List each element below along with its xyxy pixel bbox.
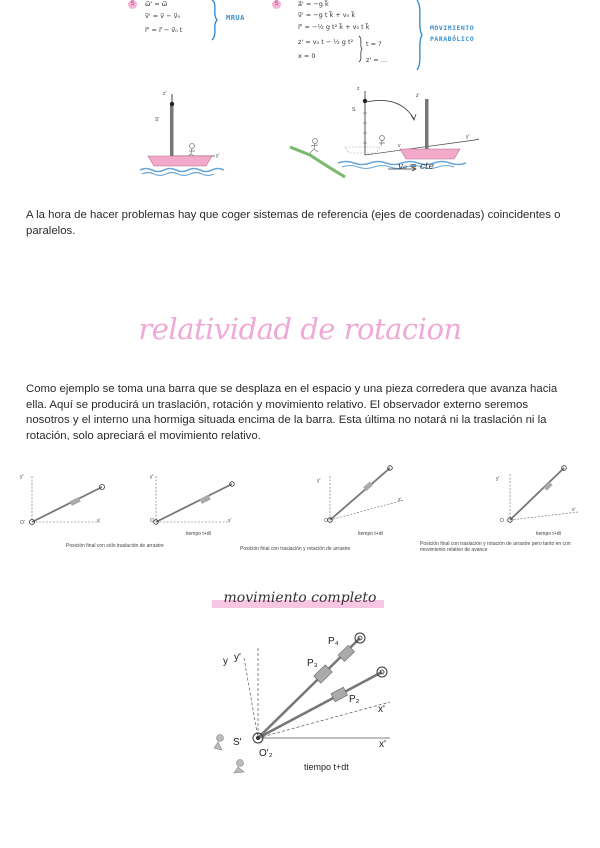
complete-o-label: O'₂ <box>259 748 273 759</box>
complete-p3-label: P₃ <box>307 658 318 669</box>
boat-left-z-label: z' <box>163 91 167 97</box>
bar1-o-label: O' <box>20 520 25 526</box>
bar4-caption: Posición final con traslación y rotación de arrastre pero tanto en con movimiento relativo de avance <box>420 541 571 553</box>
bar-figure-2 <box>148 470 248 530</box>
notes-left-line-1: ω⃗' = ω⃗ <box>145 0 168 8</box>
boat-right-z-label: z <box>357 86 360 92</box>
notes-left-line-3: r⃗' = r⃗ − v⃗₀ t <box>145 26 183 34</box>
label-movimiento: MOVIMIENTO <box>430 24 475 32</box>
paragraph-bar-example: Como ejemplo se toma una barra que se desplaza en el espacio y una pieza corredera que avanza hacia ella. Aquí se producirá un traslación, rotación y movimiento relativo. El observador externo seremos nosotros y el interno una hormiga situada encima de la barra. Esta última no notará ni la traslación ni la rotación, solo apreciará el movimiento relativo. <box>26 383 558 440</box>
label-mrua: MRUA <box>226 14 245 22</box>
bar2-y-label: y' <box>150 474 154 480</box>
notes-right-line-5: x = 0 <box>298 52 316 60</box>
label-parabolico: PARABÓLICO <box>430 35 475 43</box>
bar4-y-label: y' <box>496 476 500 482</box>
notes-right-line-2: v⃗' = −g t k⃗ + v₀ k⃗ <box>298 11 356 19</box>
bar3-y-label: y' <box>317 478 321 484</box>
complete-yp-label: y' <box>234 652 241 663</box>
heading-relatividad-rotacion: relatividad de rotacion <box>138 312 462 346</box>
bar2-time: tiempo t+dt <box>186 531 211 537</box>
bar1-y-label: y' <box>20 474 24 480</box>
bar1-x-label: x' <box>97 518 101 524</box>
badge-left: S <box>128 0 137 9</box>
boat-right-y-label: y' <box>466 134 470 140</box>
boat-right-zp-label: z' <box>416 93 420 99</box>
brace-inner <box>358 36 364 62</box>
boat-figure-right <box>290 85 490 185</box>
notes-left <box>128 0 268 40</box>
brace-left <box>210 0 220 40</box>
bar-figure-3 <box>320 462 410 528</box>
bar3-x-label: x' <box>398 497 402 503</box>
bar4-time: tiempo t+dt <box>536 531 561 537</box>
bar-figure-4 <box>496 462 586 528</box>
boat-right-v-label: v <box>398 143 401 149</box>
notes-right <box>272 0 492 70</box>
complete-xp-label: x' <box>378 704 385 715</box>
notes-right-side-1: t = ? <box>366 40 382 48</box>
boat-left-y-label: y' <box>216 153 220 159</box>
bar2-x-label: x' <box>228 518 232 524</box>
brace-right <box>415 0 425 70</box>
complete-s-label: S' <box>233 737 242 748</box>
boat-right-s-label: S <box>352 107 356 113</box>
paragraph-reference-systems: A la hora de hacer problemas hay que coger sistemas de referencia (ejes de coordenadas) coincidentes o paralelos. <box>26 209 561 237</box>
heading-movimiento-completo: movimiento completo <box>223 590 377 606</box>
bar3-o-label: O <box>324 518 328 524</box>
boat-left-s-label: S' <box>155 117 160 123</box>
notes-right-line-4: z' = v₀ t − ½ g t² <box>298 38 354 46</box>
notes-right-line-1: a⃗' = −g k⃗ <box>298 0 329 8</box>
bar2-o-label: O <box>150 518 154 524</box>
notes-left-line-2: v⃗' = v⃗ − v⃗₀ <box>145 12 181 20</box>
badge-right: S <box>272 0 281 9</box>
complete-x-label: x' <box>379 739 386 750</box>
complete-p2-label: P₂ <box>349 694 360 705</box>
complete-p4-label: P₄ <box>328 636 339 647</box>
complete-time-label: tiempo t+dt <box>304 762 349 772</box>
notes-right-line-3: r⃗' = −½ g t² k⃗ + v₀ t k⃗ <box>298 23 370 31</box>
boat-right-vo-label: v₀ = cte <box>398 162 434 172</box>
bar2-caption: Posición final con traslación y rotación de arrastre <box>240 546 351 552</box>
complete-y-label: y <box>223 656 228 667</box>
bar1-caption: Posición final con sólo traslación de arrastre <box>66 543 164 549</box>
bar4-x-label: x' <box>572 507 576 513</box>
boat-figure-left <box>140 90 240 180</box>
bar4-o-label: O <box>500 518 504 524</box>
bar-figure-1 <box>20 470 130 530</box>
bar3-time: tiempo t+dt <box>358 531 383 537</box>
notes-right-side-2: z' = … <box>366 56 388 64</box>
